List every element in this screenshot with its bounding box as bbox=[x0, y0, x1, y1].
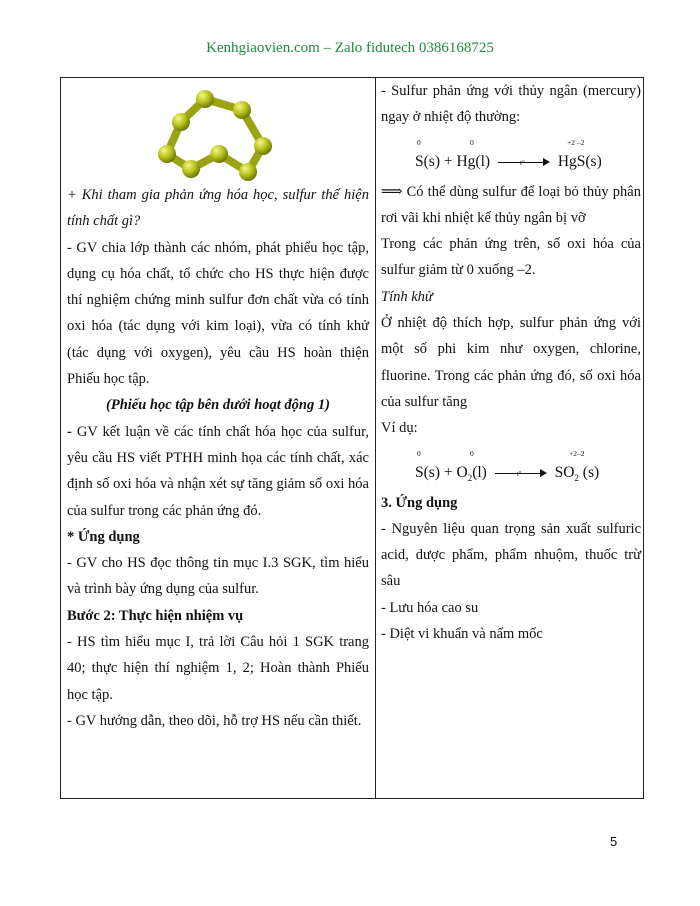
reactant-s: S(s) bbox=[415, 152, 440, 170]
right-column bbox=[381, 78, 641, 647]
content-table bbox=[60, 77, 644, 799]
teacher-instruction: - GV chia lớp thành các nhóm, phát phiếu học tập, dụng cụ hóa chất, tổ chức cho HS thực hiện được thí nghiệm chứng minh sulfur đơn chất vừa có tính oxi hóa (tác dụng với kim loại), vừa có tính khử (tác dụng với oxygen), yêu cầu HS hoàn thiện Phiếu học tập. bbox=[67, 239, 369, 388]
application-item: - Diệt vi khuẩn và nấm mốc bbox=[381, 626, 543, 643]
example-label: Ví dụ: bbox=[381, 420, 418, 437]
application-item: - Lưu hóa cao su bbox=[381, 599, 479, 616]
teacher-conclusion bbox=[67, 419, 369, 524]
ox-state-s: 0 bbox=[417, 137, 421, 147]
product-so2 bbox=[555, 464, 600, 481]
reactant-hg: Hg(l) bbox=[456, 152, 491, 170]
implies-arrow: ⟹ bbox=[381, 183, 403, 200]
ox-state-hgs: +2 –2 bbox=[567, 137, 585, 147]
reaction-arrow bbox=[495, 468, 547, 478]
applications-instruction: - GV cho HS đọc thông tin mục I.3 SGK, tìm hiểu và trình bày ứng dụng của sulfur. bbox=[67, 555, 369, 598]
page-number: 5 bbox=[610, 834, 618, 849]
ox-state-so2: +2–2 bbox=[569, 448, 585, 458]
reactant-o2 bbox=[456, 464, 486, 481]
teacher-conclusion-text: GV kết luận về các tính chất hóa học của sulfur, yêu cầu HS viết PTHH minh họa các tính chất, xác định số oxi hóa và nhận xét sự tăng giảm số oxi hóa của sulfur trong các phản ứng đó. bbox=[67, 423, 369, 519]
mercury-cleanup-text: Có thể dùng sulfur để loại bỏ thủy phân rơi vãi khi nhiệt kế thủy ngân bị vỡ bbox=[381, 183, 641, 226]
ox-state-s: 0 bbox=[417, 448, 421, 458]
oxidation-decrease-note: Trong các phản ứng trên, số oxi hóa của sulfur giảm từ 0 xuống –2. bbox=[381, 236, 641, 279]
so-symbol: SO bbox=[554, 463, 575, 481]
application-item: - Nguyên liệu quan trọng sản xuất sulfuric acid, dược phẩm, phẩm nhuộm, thuốc trừ sâu bbox=[381, 520, 641, 590]
product-hgs: HgS(s) bbox=[557, 152, 602, 170]
worksheet-note: (Phiếu học tập bên dưới hoạt động 1) bbox=[106, 397, 330, 414]
equation-s-hg bbox=[381, 139, 641, 173]
ox-state-o: 0 bbox=[470, 448, 474, 458]
applications-heading-left: * Ứng dụng bbox=[67, 528, 140, 545]
reactant-s: S(s) bbox=[415, 463, 440, 481]
bullet-dash: - bbox=[67, 423, 77, 440]
applications-heading-right: 3. Ứng dụng bbox=[381, 494, 458, 511]
page-header: Kenhgiaovien.com – Zalo fidutech 0386168725 bbox=[206, 40, 494, 56]
o-symbol: O bbox=[456, 463, 468, 481]
teacher-support: - GV hướng dẫn, theo dõi, hỗ trợ HS nếu cần thiết. bbox=[67, 712, 362, 729]
reaction-condition: t° bbox=[516, 470, 522, 478]
mercury-cleanup-note bbox=[381, 179, 641, 232]
so-subscript: 2 bbox=[574, 472, 579, 483]
o-state: (l) bbox=[472, 463, 487, 481]
ox-state-hg: 0 bbox=[470, 137, 474, 147]
o-subscript: 2 bbox=[467, 472, 473, 483]
reducing-description: Ở nhiệt độ thích hợp, sulfur phản ứng với một số phi kim như oxygen, chlorine, fluorine. Trong các phản ứng đó, số oxi hóa của sulfur tăng bbox=[381, 315, 641, 410]
plus-sign: + bbox=[443, 463, 453, 481]
mercury-reaction-intro: - Sulfur phản ứng với thủy ngân (mercury) ngay ở nhiệt độ thường: bbox=[381, 83, 641, 126]
reaction-arrow bbox=[498, 157, 550, 167]
reaction-condition: t° bbox=[519, 159, 525, 168]
left-column bbox=[67, 78, 369, 734]
equation-s-o2 bbox=[381, 450, 641, 484]
student-task: - HS tìm hiểu mục I, trả lời Câu hỏi 1 SGK trang 40; thực hiện thí nghiệm 1, 2; Hoàn thành Phiếu học tập. bbox=[67, 634, 369, 703]
sulfur-s8-molecule-image bbox=[145, 84, 295, 182]
reducing-heading: Tính khử bbox=[381, 288, 433, 305]
so-state: (s) bbox=[578, 463, 600, 481]
step2-heading: Bước 2: Thực hiện nhiệm vụ bbox=[67, 607, 244, 624]
column-divider bbox=[375, 78, 376, 798]
plus-sign: + bbox=[443, 152, 453, 170]
question-text: + Khi tham gia phản ứng hóa học, sulfur thể hiện tính chất gì? bbox=[67, 187, 369, 230]
